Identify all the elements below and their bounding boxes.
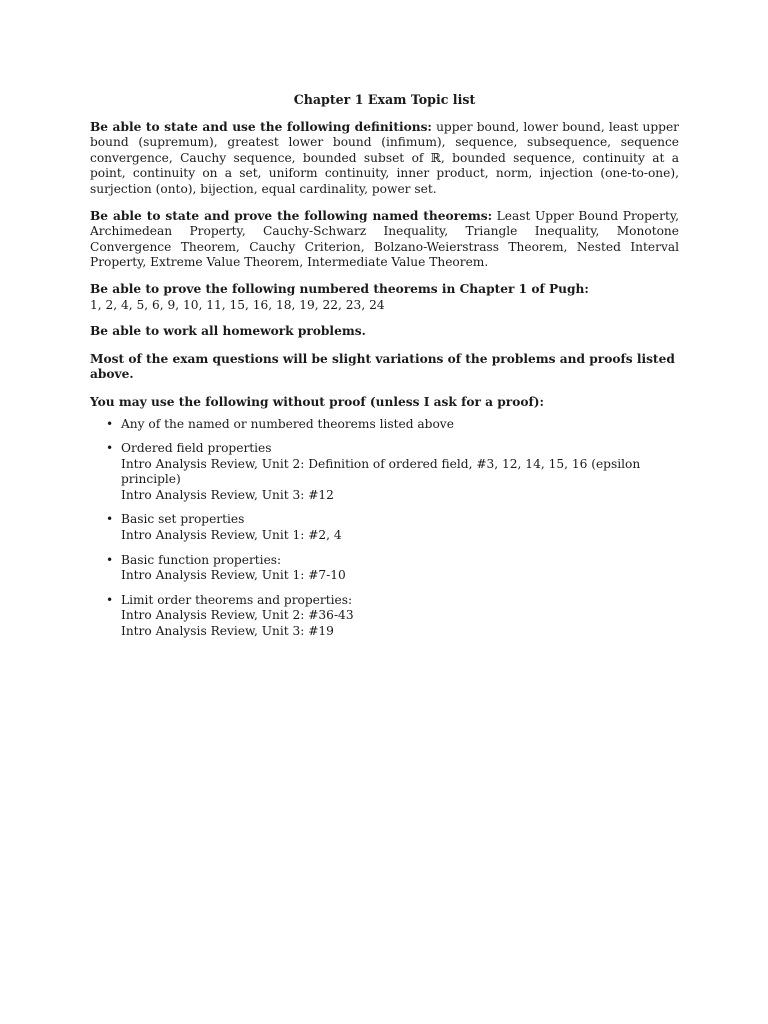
list-item-line: Limit order theorems and properties: bbox=[121, 592, 353, 607]
definitions-paragraph bbox=[90, 120, 679, 198]
without-proof-heading: You may use the following without proof (unless I ask for a proof): bbox=[90, 394, 544, 409]
definitions-lead: Be able to state and use the following definitions: bbox=[90, 119, 432, 134]
named-theorems-lead: Be able to state and prove the following named theorems: bbox=[90, 208, 493, 223]
list-item bbox=[90, 553, 679, 584]
list-item-line: Basic function properties: bbox=[121, 552, 282, 567]
list-item-line: Intro Analysis Review, Unit 1: #7-10 bbox=[121, 568, 346, 583]
numbered-theorems-paragraph bbox=[90, 282, 679, 313]
homework-statement: Be able to work all homework problems. bbox=[90, 324, 366, 339]
numbered-theorems-lead: Be able to prove the following numbered theorems in Chapter 1 of Pugh: bbox=[90, 281, 589, 296]
named-theorems-paragraph bbox=[90, 209, 679, 271]
named-theorems-text: Least Upper Bound Property, Archimedean Property, Cauchy-Schwarz Inequality, Triangle Inequality, Monotone Convergence Theorem, Cauchy Criterion, Bolzano-Weierstrass Theorem, Nested Interval Property, Extreme Value Theorem, Intermediate Value Theorem. bbox=[90, 208, 679, 270]
list-item-line: Intro Analysis Review, Unit 1: #2, 4 bbox=[121, 528, 342, 543]
bullet-icon: • bbox=[106, 512, 114, 527]
numbered-theorems-list: 1, 2, 4, 5, 6, 9, 10, 11, 15, 16, 18, 19, 22, 23, 24 bbox=[90, 297, 385, 312]
bullet-icon: • bbox=[106, 416, 114, 431]
list-item bbox=[90, 441, 679, 503]
list-item bbox=[90, 512, 679, 543]
document-page bbox=[90, 92, 679, 649]
variations-statement: Most of the exam questions will be slight variations of the problems and proofs listed above. bbox=[90, 351, 675, 382]
list-item bbox=[90, 593, 679, 640]
page-title: Chapter 1 Exam Topic list bbox=[293, 92, 476, 107]
list-item-line: Basic set properties bbox=[121, 512, 245, 527]
list-item-line: Ordered field properties bbox=[121, 441, 272, 456]
bullet-icon: • bbox=[106, 552, 114, 567]
bullet-icon: • bbox=[106, 441, 114, 456]
list-item-line: Intro Analysis Review, Unit 3: #12 bbox=[121, 487, 334, 502]
list-item-line: Intro Analysis Review, Unit 3: #19 bbox=[121, 624, 334, 639]
definitions-text: upper bound, lower bound, least upper bound (supremum), greatest lower bound (infimum), sequence, subsequence, sequence convergence, Cauchy sequence, bounded subset of ℝ, bounded sequence, continuity at a point, continuity on a set, uniform continuity, inner product, norm, injection (one-to-one), surjection (onto), bijection, equal cardinality, power set. bbox=[90, 119, 679, 196]
list-item-line: Intro Analysis Review, Unit 2: #36-43 bbox=[121, 608, 354, 623]
list-item-line: Any of the named or numbered theorems listed above bbox=[121, 416, 454, 431]
list-item bbox=[90, 417, 679, 433]
bullet-icon: • bbox=[106, 592, 114, 607]
without-proof-list bbox=[90, 417, 679, 640]
list-item-line: Intro Analysis Review, Unit 2: Definition of ordered field, #3, 12, 14, 15, 16 (epsilon principle) bbox=[121, 456, 641, 487]
